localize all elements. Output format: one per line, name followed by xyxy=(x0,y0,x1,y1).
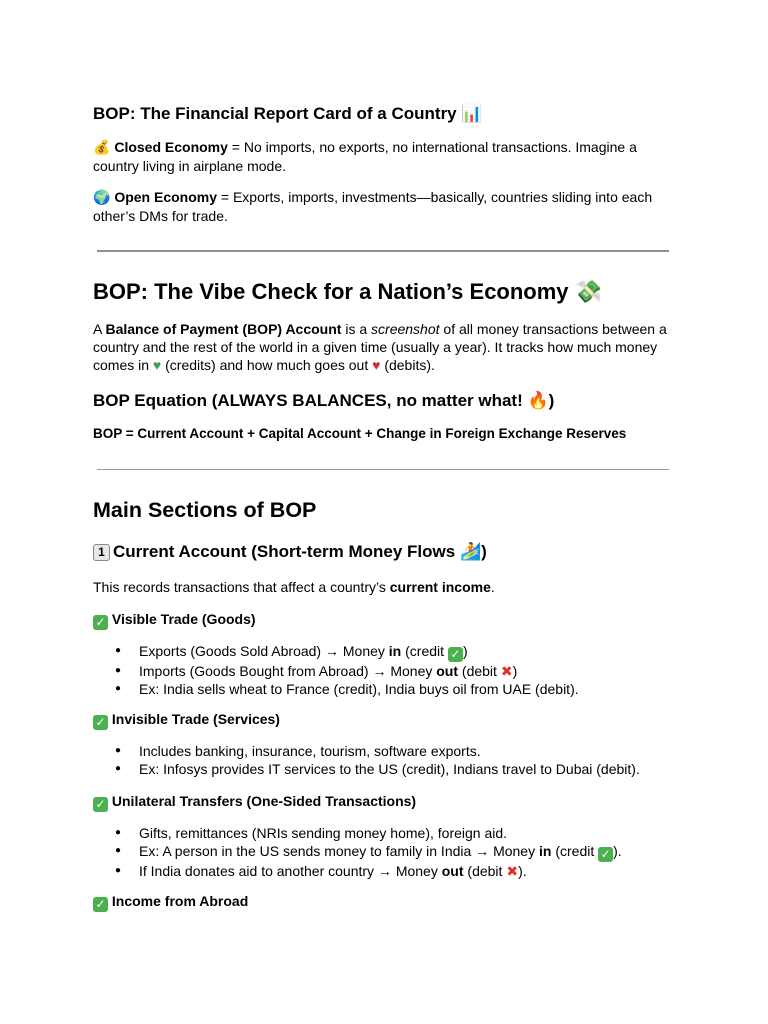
cross-mark-icon: ✖ xyxy=(506,863,519,879)
text: If India donates aid to another country → Money xyxy=(139,863,442,879)
text: ). xyxy=(518,863,527,879)
visible-trade-heading xyxy=(93,610,673,630)
list-item xyxy=(93,862,693,880)
open-economy-text: = Exports, imports, investments—basically, countries sliding into each other’s DMs for trade. xyxy=(93,189,653,224)
open-economy-label: Open Economy xyxy=(114,189,218,205)
bar-chart-icon: 📊 xyxy=(461,104,483,124)
surfer-icon: 🏄 xyxy=(459,542,482,562)
heading-text: Visible Trade (Goods) xyxy=(111,611,256,627)
list-item xyxy=(93,842,693,862)
text: Ex: A person in the US sends money to family in India → Money xyxy=(139,843,539,859)
heading-text: Income from Abroad xyxy=(111,893,249,909)
bop-equation-heading xyxy=(93,390,673,412)
invisible-trade-heading xyxy=(93,710,673,730)
text: A xyxy=(93,321,106,337)
text: . xyxy=(490,579,495,595)
text: ) xyxy=(462,643,468,659)
money-bag-icon: 💰 xyxy=(93,140,111,156)
heading-text: Unilateral Transfers (One-Sided Transactions) xyxy=(111,793,417,809)
divider xyxy=(97,469,669,470)
text: Exports (Goods Sold Abroad) → Money xyxy=(139,643,389,659)
emphasis: out xyxy=(436,663,459,679)
visible-trade-list xyxy=(93,642,693,698)
text: This records transactions that affect a country’s xyxy=(93,579,390,595)
text: of all money transactions between a country and the rest of the world in a given time (usually a year). It tracks how much money comes in xyxy=(93,321,667,373)
current-account-intro xyxy=(93,578,673,596)
keycap-one-icon: 1 xyxy=(93,544,110,561)
fire-icon: 🔥 xyxy=(527,391,549,411)
heading-text: BOP: The Vibe Check for a Nation’s Economy xyxy=(93,279,569,304)
text: (credits) and how much goes out xyxy=(161,357,373,373)
text: (debit xyxy=(458,663,501,679)
globe-icon: 🌍 xyxy=(93,190,111,206)
heading-text: Current Account (Short-term Money Flows xyxy=(113,542,460,561)
text: ) xyxy=(512,663,518,679)
green-heart-icon: ♥ xyxy=(152,357,162,373)
open-economy-paragraph xyxy=(93,188,673,225)
check-mark-icon: ✓ xyxy=(93,715,108,730)
check-mark-icon: ✓ xyxy=(93,797,108,812)
text: (credit xyxy=(401,643,448,659)
current-account-heading xyxy=(93,541,673,563)
check-mark-icon: ✓ xyxy=(448,647,463,662)
invisible-trade-list xyxy=(93,742,693,778)
check-mark-icon: ✓ xyxy=(93,615,108,630)
emphasis: in xyxy=(388,643,402,659)
screenshot-term: screenshot xyxy=(371,321,440,337)
emphasis: out xyxy=(441,863,464,879)
section1-heading xyxy=(93,103,673,125)
income-from-abroad-heading xyxy=(93,892,673,912)
money-with-wings-icon: 💸 xyxy=(574,280,603,305)
list-item xyxy=(93,642,693,662)
unilateral-transfers-list xyxy=(93,824,693,880)
closed-economy-text: = No imports, no exports, no international transactions. Imagine a country living in airplane mode. xyxy=(93,139,637,174)
list-item: ● Ex: India sells wheat to France (credit), India buys oil from UAE (debit). xyxy=(93,680,693,698)
check-mark-icon: ✓ xyxy=(93,897,108,912)
text: ). xyxy=(613,843,622,859)
bop-definition-paragraph xyxy=(93,320,673,374)
heading-text: BOP: The Financial Report Card of a Country xyxy=(93,104,457,123)
unilateral-transfers-heading xyxy=(93,792,673,812)
text: Imports (Goods Bought from Abroad) → Money xyxy=(139,663,437,679)
section3-heading: Main Sections of BOP xyxy=(93,498,317,522)
heading-text: BOP Equation (ALWAYS BALANCES, no matter what! xyxy=(93,391,528,410)
check-mark-icon: ✓ xyxy=(598,847,613,862)
cross-mark-icon: ✖ xyxy=(500,663,513,679)
text: (credit xyxy=(551,843,599,859)
heading-text: Invisible Trade (Services) xyxy=(111,711,280,727)
closed-economy-label: Closed Economy xyxy=(114,139,228,155)
current-income-term: current income xyxy=(389,579,491,595)
list-item: ● Includes banking, insurance, tourism, software exports. xyxy=(93,742,693,760)
text: (debits). xyxy=(380,357,435,373)
bop-equation: BOP = Current Account + Capital Account + Change in Foreign Exchange Reserves xyxy=(93,426,627,441)
divider xyxy=(97,250,669,252)
section2-heading xyxy=(93,278,673,307)
text: (debit xyxy=(463,863,507,879)
closed-economy-paragraph xyxy=(93,138,673,175)
list-item: ● Gifts, remittances (NRIs sending money home), foreign aid. xyxy=(93,824,693,842)
text: is a xyxy=(341,321,372,337)
broken-heart-icon: ♥ xyxy=(372,357,381,373)
heading-text: ) xyxy=(481,542,487,561)
heading-text: ) xyxy=(548,391,555,410)
emphasis: in xyxy=(538,843,552,859)
list-item: ● Ex: Infosys provides IT services to the US (credit), Indians travel to Dubai (debit). xyxy=(93,760,693,778)
list-item xyxy=(93,662,693,680)
bop-account-term: Balance of Payment (BOP) Account xyxy=(105,321,342,337)
